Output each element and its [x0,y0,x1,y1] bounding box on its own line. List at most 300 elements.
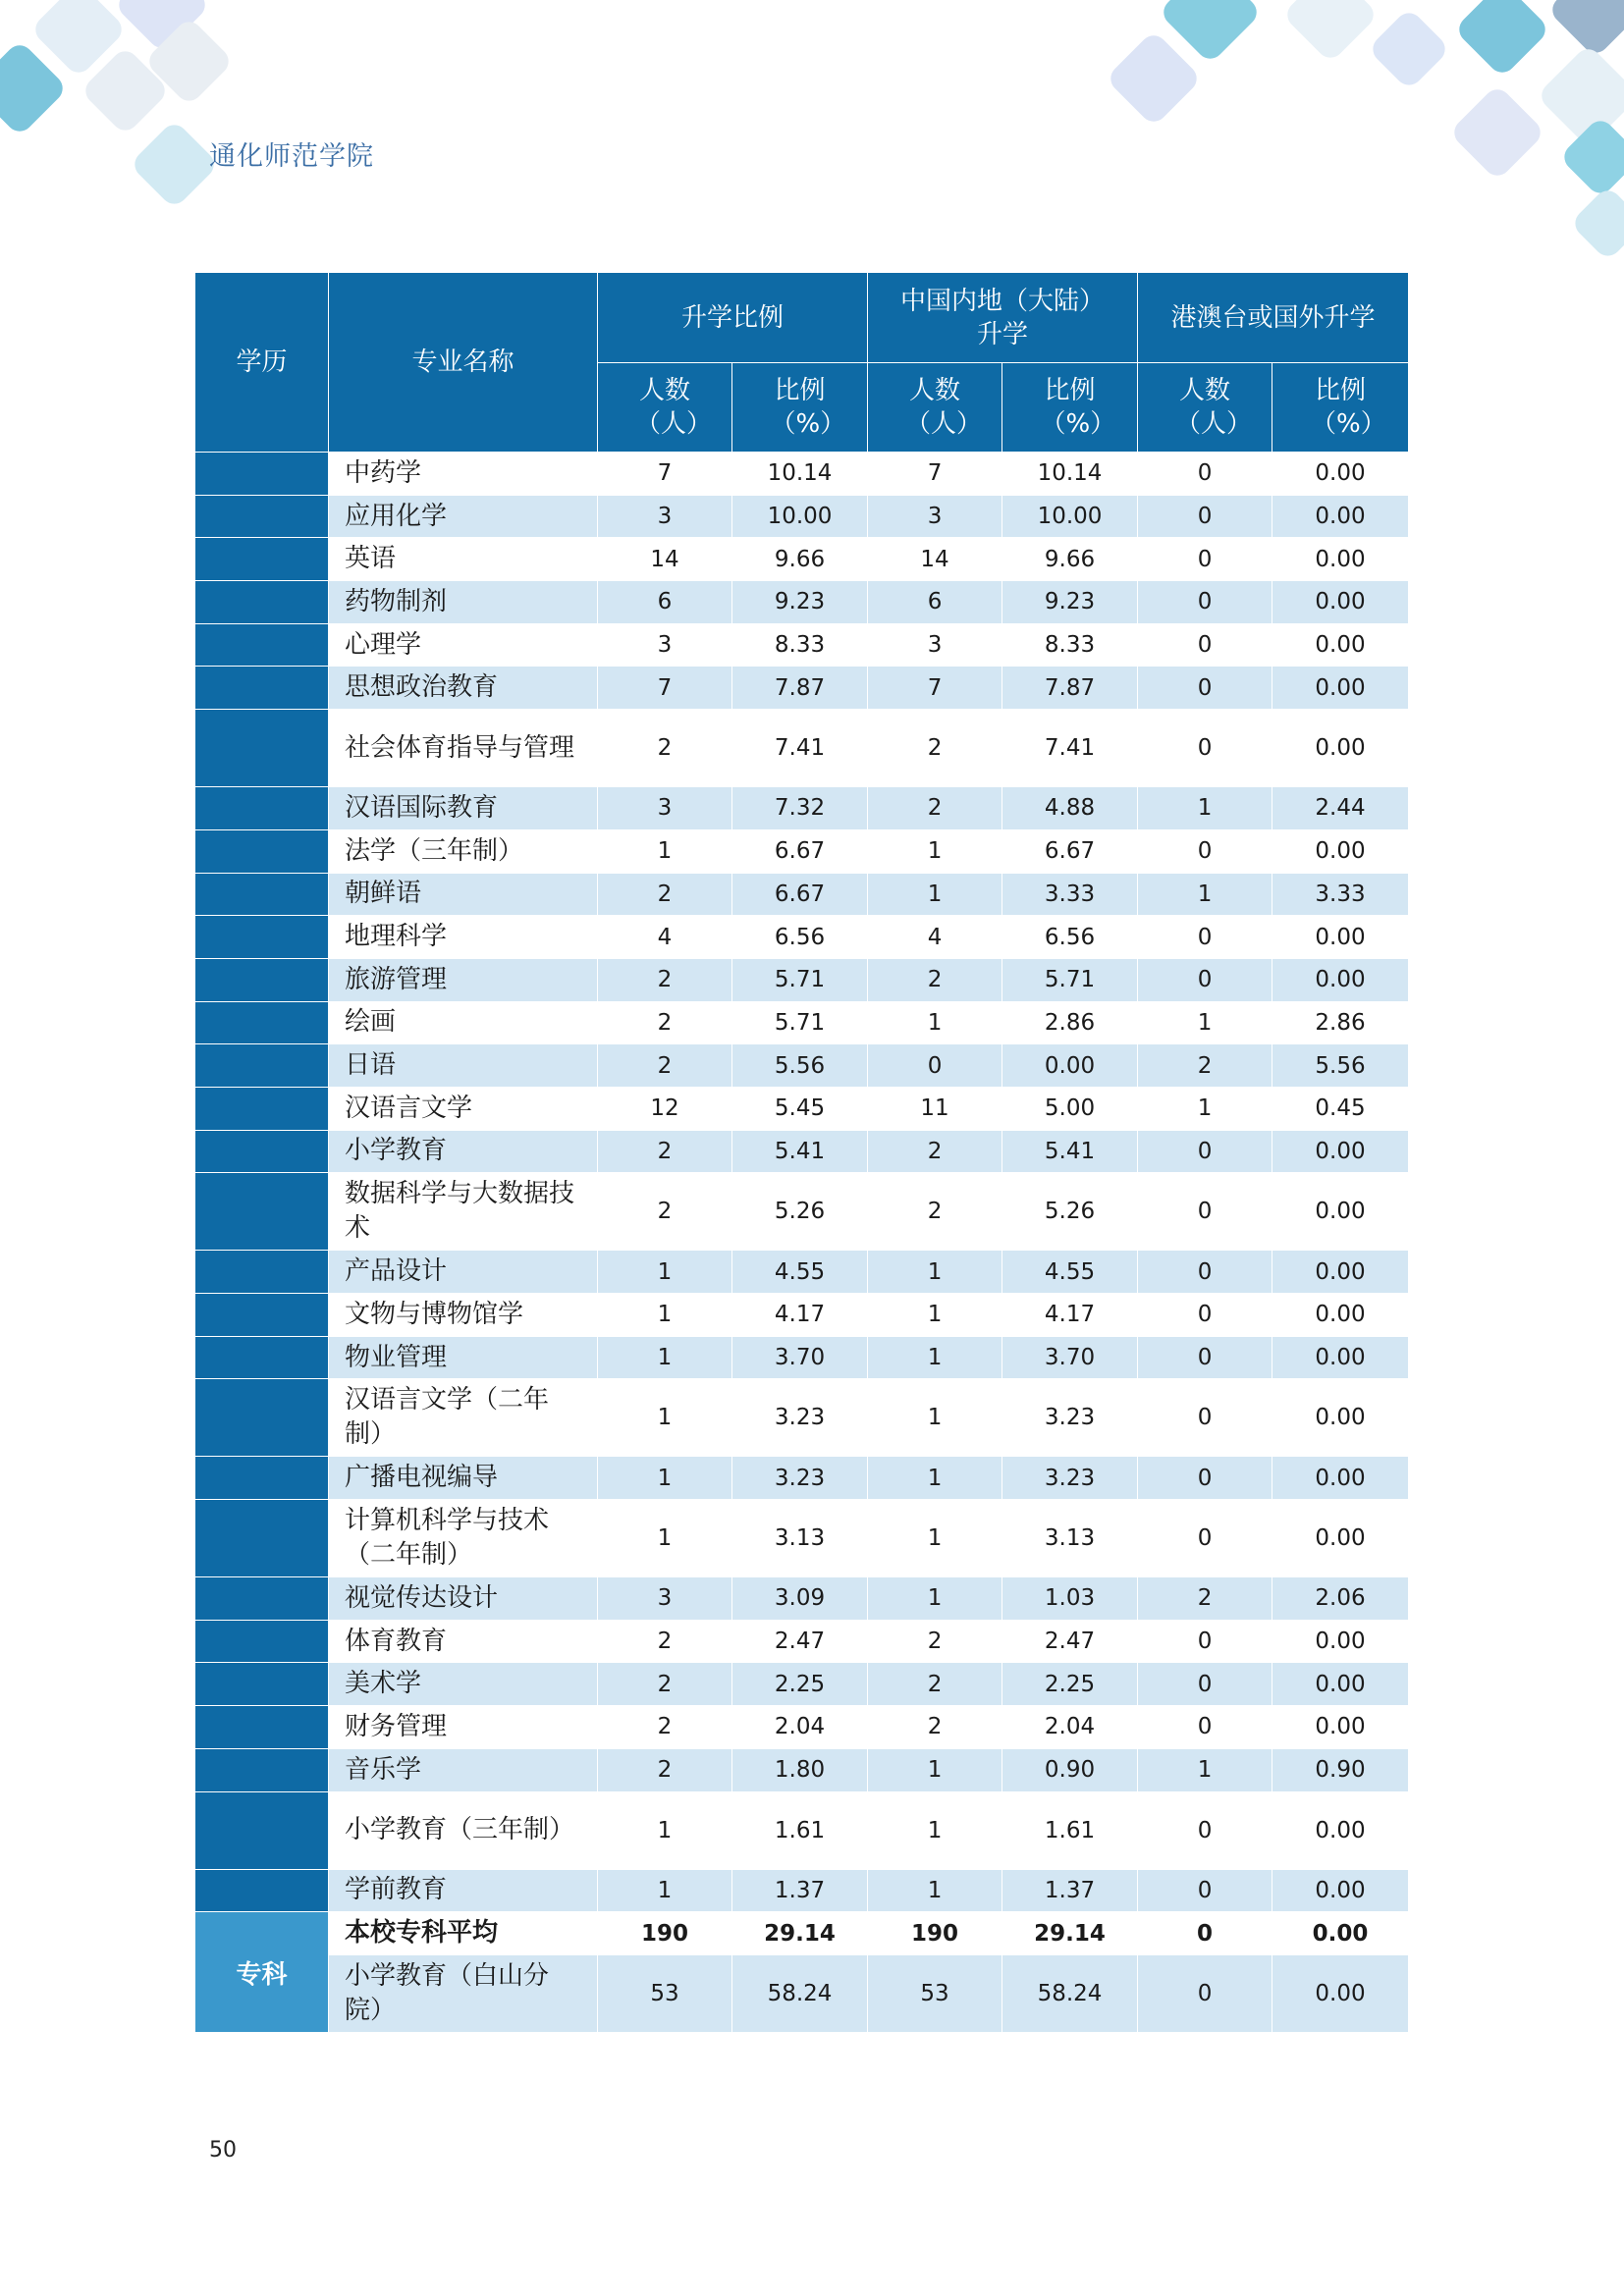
major-name [329,495,598,538]
level-cell [195,538,329,581]
major-name [329,1294,598,1337]
major-name-text: 绘画 [345,1007,397,1038]
cell-abroad: 0 [1138,495,1272,538]
cell-abroad-rate: 0.00 [1272,1954,1409,2032]
further-study-table [194,272,1409,2033]
header-count-text: 人数（人） [905,376,983,439]
cell-rate: 1.37 [732,1869,868,1912]
cell-total: 12 [598,1087,732,1130]
major-name-text: 地理科学 [345,922,448,952]
table-row [195,1251,1409,1294]
major-name-text: 物业管理 [345,1342,448,1372]
cell-abroad: 0 [1138,1663,1272,1706]
cell-abroad-rate: 0.00 [1272,1457,1409,1500]
major-name [329,1577,598,1621]
table-row [195,1294,1409,1337]
cell-abroad: 0 [1138,1620,1272,1663]
decorative-tile [1449,84,1546,182]
cell-abroad: 0 [1138,710,1272,787]
cell-rate: 4.55 [732,1251,868,1294]
cell-abroad: 1 [1138,1748,1272,1791]
level-cell [195,1251,329,1294]
level-cell [195,1087,329,1130]
cell-mainland: 1 [868,1251,1002,1294]
cell-abroad: 2 [1138,1044,1272,1088]
cell-abroad: 0 [1138,1379,1272,1457]
major-name-text: 财务管理 [345,1711,448,1741]
major-name [329,1130,598,1173]
cell-abroad: 0 [1138,1457,1272,1500]
major-name-text: 小学教育（三年制） [345,1815,575,1844]
cell-rate: 9.66 [732,538,868,581]
major-name [329,1087,598,1130]
cell-abroad-rate: 5.56 [1272,1044,1409,1088]
cell-abroad: 2 [1138,1577,1272,1621]
cell-abroad-rate: 0.90 [1272,1748,1409,1791]
cell-mainland-rate: 3.33 [1002,873,1138,916]
decorative-tile [1368,8,1451,91]
header-ratio [732,363,868,453]
major-name [329,1457,598,1500]
major-name-text: 文物与博物馆学 [345,1299,524,1329]
cell-mainland: 1 [868,873,1002,916]
table-row [195,623,1409,667]
cell-abroad-rate: 0.00 [1272,1500,1409,1577]
major-name-text: 中药学 [345,457,422,488]
header-count [868,363,1002,453]
table-row [195,495,1409,538]
cell-total: 1 [598,1457,732,1500]
major-name [329,1706,598,1749]
cell-abroad-rate: 0.00 [1272,1706,1409,1749]
major-name [329,453,598,496]
cell-abroad: 0 [1138,1130,1272,1173]
cell-rate: 6.67 [732,829,868,873]
cell-abroad-rate: 0.00 [1272,495,1409,538]
cell-rate: 6.56 [732,916,868,959]
header-count [1138,363,1272,453]
cell-abroad-rate: 3.33 [1272,873,1409,916]
major-name [329,623,598,667]
page-number: 50 [209,2138,237,2163]
level-cell [195,873,329,916]
cell-rate: 5.71 [732,958,868,1001]
cell-rate: 29.14 [732,1912,868,1955]
table-body [195,453,1409,2033]
cell-abroad: 0 [1138,1869,1272,1912]
major-name-text: 应用化学 [345,501,448,531]
level-cell [195,787,329,830]
header-count-text: 人数（人） [1175,376,1253,439]
cell-abroad-rate: 0.00 [1272,581,1409,624]
cell-rate: 2.25 [732,1663,868,1706]
table-row [195,1954,1409,2032]
cell-mainland-rate: 3.23 [1002,1379,1138,1457]
cell-abroad-rate: 0.00 [1272,829,1409,873]
cell-rate: 1.61 [732,1791,868,1869]
cell-abroad-rate: 0.00 [1272,1173,1409,1251]
cell-mainland: 1 [868,1336,1002,1379]
cell-abroad-rate: 0.00 [1272,667,1409,710]
cell-abroad: 0 [1138,1500,1272,1577]
cell-abroad: 0 [1138,581,1272,624]
level-cell [195,581,329,624]
header-ratio-text: 比例（%） [1040,376,1116,439]
cell-rate: 5.45 [732,1087,868,1130]
cell-rate: 3.13 [732,1500,868,1577]
major-name [329,1251,598,1294]
cell-abroad-rate: 2.86 [1272,1001,1409,1044]
cell-mainland: 1 [868,1294,1002,1337]
header-ratio [1272,363,1409,453]
cell-abroad: 0 [1138,1706,1272,1749]
cell-mainland-rate: 0.90 [1002,1748,1138,1791]
cell-total: 1 [598,1379,732,1457]
level-cell [195,1130,329,1173]
major-name [329,1379,598,1457]
major-name [329,1954,598,2032]
major-name [329,1869,598,1912]
major-name [329,1748,598,1791]
table-row [195,1379,1409,1457]
table-row [195,829,1409,873]
level-cell [195,1620,329,1663]
cell-rate: 1.80 [732,1748,868,1791]
table-row [195,453,1409,496]
major-name-text: 英语 [345,544,397,574]
cell-mainland-rate: 5.00 [1002,1087,1138,1130]
cell-mainland: 1 [868,829,1002,873]
cell-abroad-rate: 0.00 [1272,1130,1409,1173]
header-ratio-text: 比例（%） [1311,376,1386,439]
level-cell [195,1500,329,1577]
cell-mainland: 2 [868,1706,1002,1749]
cell-total: 2 [598,873,732,916]
cell-total: 2 [598,1706,732,1749]
cell-abroad: 0 [1138,538,1272,581]
cell-mainland-rate: 8.33 [1002,623,1138,667]
major-name [329,667,598,710]
cell-mainland: 14 [868,538,1002,581]
cell-abroad: 1 [1138,1087,1272,1130]
cell-mainland-rate: 2.86 [1002,1001,1138,1044]
major-name [329,581,598,624]
cell-abroad-rate: 0.00 [1272,1791,1409,1869]
header-major: 专业名称 [329,273,598,453]
cell-abroad: 0 [1138,1336,1272,1379]
cell-abroad-rate: 2.44 [1272,787,1409,830]
decorative-tile [1570,186,1624,262]
level-cell [195,1791,329,1869]
major-name-text: 体育教育 [345,1626,448,1656]
level-cell [195,1294,329,1337]
cell-abroad: 0 [1138,1173,1272,1251]
cell-rate: 3.23 [732,1457,868,1500]
cell-abroad-rate: 0.00 [1272,958,1409,1001]
level-zhuanke: 专科 [195,1912,329,2033]
cell-mainland-rate: 4.55 [1002,1251,1138,1294]
cell-mainland: 53 [868,1954,1002,2032]
cell-rate: 10.00 [732,495,868,538]
cell-mainland: 7 [868,453,1002,496]
cell-mainland-rate: 4.88 [1002,787,1138,830]
cell-mainland: 1 [868,1001,1002,1044]
cell-abroad: 0 [1138,623,1272,667]
average-row [195,1912,1409,1955]
table-row [195,1577,1409,1621]
cell-rate: 6.67 [732,873,868,916]
cell-total: 2 [598,710,732,787]
cell-total: 2 [598,1620,732,1663]
cell-total: 190 [598,1912,732,1955]
cell-rate: 2.47 [732,1620,868,1663]
level-cell [195,1869,329,1912]
major-name [329,1173,598,1251]
major-name [329,710,598,787]
cell-mainland-rate: 2.04 [1002,1706,1138,1749]
cell-total: 1 [598,1500,732,1577]
level-cell [195,1577,329,1621]
table-row [195,667,1409,710]
header-title: 通化师范学院 [209,141,374,172]
cell-abroad-rate: 0.00 [1272,623,1409,667]
cell-abroad: 0 [1138,1251,1272,1294]
cell-abroad-rate: 0.00 [1272,916,1409,959]
cell-mainland: 0 [868,1044,1002,1088]
cell-total: 1 [598,1869,732,1912]
cell-mainland: 1 [868,1577,1002,1621]
table-row [195,1087,1409,1130]
cell-mainland: 2 [868,1130,1002,1173]
cell-mainland-rate: 1.37 [1002,1869,1138,1912]
cell-mainland: 4 [868,916,1002,959]
major-name [329,1663,598,1706]
cell-mainland-rate: 58.24 [1002,1954,1138,2032]
cell-mainland-rate: 5.26 [1002,1173,1138,1251]
major-name [329,1336,598,1379]
major-name [329,829,598,873]
cell-total: 2 [598,1130,732,1173]
cell-abroad: 0 [1138,1294,1272,1337]
major-name-text: 计算机科学与技术（二年制） [345,1506,550,1571]
table-header [195,273,1409,453]
major-name [329,538,598,581]
table-row [195,787,1409,830]
table-row [195,873,1409,916]
major-name-text: 汉语国际教育 [345,792,499,823]
cell-mainland-rate: 3.23 [1002,1457,1138,1500]
major-name [329,1001,598,1044]
major-name-text: 法学（三年制） [345,835,524,866]
cell-total: 3 [598,623,732,667]
cell-rate: 7.41 [732,710,868,787]
cell-mainland-rate: 10.00 [1002,495,1138,538]
cell-abroad: 1 [1138,873,1272,916]
cell-total: 7 [598,453,732,496]
major-name-text: 本校专科平均 [345,1918,499,1949]
major-name-text: 广播电视编导 [345,1463,499,1493]
table-row [195,958,1409,1001]
cell-abroad-rate: 0.00 [1272,538,1409,581]
cell-total: 7 [598,667,732,710]
major-name [329,1620,598,1663]
major-name-text: 药物制剂 [345,586,448,616]
decorative-tile [1106,30,1203,128]
decorative-tile [1454,0,1551,78]
cell-total: 2 [598,958,732,1001]
level-cell [195,1173,329,1251]
cell-mainland: 2 [868,958,1002,1001]
cell-rate: 4.17 [732,1294,868,1337]
cell-mainland-rate: 2.47 [1002,1620,1138,1663]
cell-abroad-rate: 0.00 [1272,1379,1409,1457]
level-cell [195,1336,329,1379]
cell-abroad: 0 [1138,958,1272,1001]
major-name-text: 学前教育 [345,1875,448,1905]
major-name-text: 视觉传达设计 [345,1582,499,1613]
level-cell [195,1044,329,1088]
header-level: 学历 [195,273,329,453]
cell-mainland-rate: 5.41 [1002,1130,1138,1173]
level-cell [195,829,329,873]
table-row [195,1130,1409,1173]
major-name-text: 汉语言文学 [345,1093,473,1123]
table-row [195,1791,1409,1869]
major-name-text: 小学教育（白山分院） [345,1960,550,2025]
cell-abroad-rate: 0.00 [1272,453,1409,496]
table-row [195,1869,1409,1912]
cell-mainland-rate: 29.14 [1002,1912,1138,1955]
cell-rate: 5.26 [732,1173,868,1251]
cell-rate: 3.09 [732,1577,868,1621]
cell-mainland: 1 [868,1457,1002,1500]
major-name-text: 音乐学 [345,1754,422,1785]
cell-mainland: 1 [868,1748,1002,1791]
major-name-text: 社会体育指导与管理 [345,732,575,763]
decorative-tile [1282,0,1380,63]
cell-abroad-rate: 0.00 [1272,1294,1409,1337]
cell-abroad: 0 [1138,829,1272,873]
major-name-text: 日语 [345,1050,397,1081]
decorative-tile [130,120,220,210]
cell-mainland: 3 [868,495,1002,538]
major-name [329,1500,598,1577]
cell-rate: 2.04 [732,1706,868,1749]
cell-abroad: 0 [1138,667,1272,710]
cell-abroad: 1 [1138,787,1272,830]
cell-rate: 7.87 [732,667,868,710]
cell-total: 3 [598,787,732,830]
cell-abroad: 0 [1138,916,1272,959]
major-name-text: 产品设计 [345,1256,448,1287]
table-row [195,1457,1409,1500]
cell-mainland: 1 [868,1869,1002,1912]
level-cell [195,1706,329,1749]
cell-mainland: 3 [868,623,1002,667]
major-name [329,1912,598,1955]
cell-rate: 3.70 [732,1336,868,1379]
level-cell [195,495,329,538]
cell-mainland-rate: 2.25 [1002,1663,1138,1706]
cell-total: 1 [598,1294,732,1337]
cell-mainland-rate: 3.13 [1002,1500,1138,1577]
level-cell [195,958,329,1001]
cell-abroad-rate: 0.00 [1272,1620,1409,1663]
cell-total: 1 [598,1791,732,1869]
level-cell [195,916,329,959]
cell-rate: 3.23 [732,1379,868,1457]
cell-mainland: 2 [868,787,1002,830]
table-row [195,1620,1409,1663]
table-row [195,1336,1409,1379]
header-group-mainland [868,273,1138,363]
cell-total: 2 [598,1748,732,1791]
cell-abroad: 0 [1138,1912,1272,1955]
cell-mainland: 2 [868,1663,1002,1706]
cell-abroad-rate: 0.00 [1272,1869,1409,1912]
table-row [195,1044,1409,1088]
cell-rate: 7.32 [732,787,868,830]
cell-mainland-rate: 4.17 [1002,1294,1138,1337]
cell-abroad-rate: 0.45 [1272,1087,1409,1130]
major-name-text: 思想政治教育 [345,672,499,703]
cell-rate: 58.24 [732,1954,868,2032]
table-row [195,916,1409,959]
cell-mainland: 2 [868,710,1002,787]
cell-mainland-rate: 1.61 [1002,1791,1138,1869]
header-count-text: 人数（人） [635,376,713,439]
cell-total: 6 [598,581,732,624]
major-name [329,1791,598,1869]
cell-mainland: 190 [868,1912,1002,1955]
level-cell [195,1001,329,1044]
cell-abroad: 0 [1138,1791,1272,1869]
major-name-text: 汉语言文学（二年制） [345,1385,550,1450]
major-name-text: 心理学 [345,629,422,660]
cell-mainland-rate: 3.70 [1002,1336,1138,1379]
level-cell [195,1663,329,1706]
header-group-rate: 升学比例 [598,273,868,363]
cell-mainland: 2 [868,1620,1002,1663]
header-count [598,363,732,453]
table-row [195,538,1409,581]
table-row [195,1663,1409,1706]
table-row [195,710,1409,787]
cell-rate: 9.23 [732,581,868,624]
cell-total: 53 [598,1954,732,2032]
cell-rate: 5.71 [732,1001,868,1044]
header-group-abroad: 港澳台或国外升学 [1138,273,1409,363]
header-ratio [1002,363,1138,453]
cell-abroad-rate: 0.00 [1272,1663,1409,1706]
cell-abroad: 1 [1138,1001,1272,1044]
level-cell [195,453,329,496]
cell-mainland-rate: 5.71 [1002,958,1138,1001]
level-cell [195,1748,329,1791]
cell-total: 2 [598,1173,732,1251]
major-name-text: 小学教育 [345,1136,448,1166]
cell-abroad-rate: 0.00 [1272,1336,1409,1379]
table-row [195,1001,1409,1044]
cell-total: 14 [598,538,732,581]
cell-abroad-rate: 0.00 [1272,1912,1409,1955]
major-name [329,1044,598,1088]
cell-mainland-rate: 7.87 [1002,667,1138,710]
major-name [329,958,598,1001]
cell-total: 3 [598,1577,732,1621]
cell-total: 4 [598,916,732,959]
cell-mainland-rate: 1.03 [1002,1577,1138,1621]
